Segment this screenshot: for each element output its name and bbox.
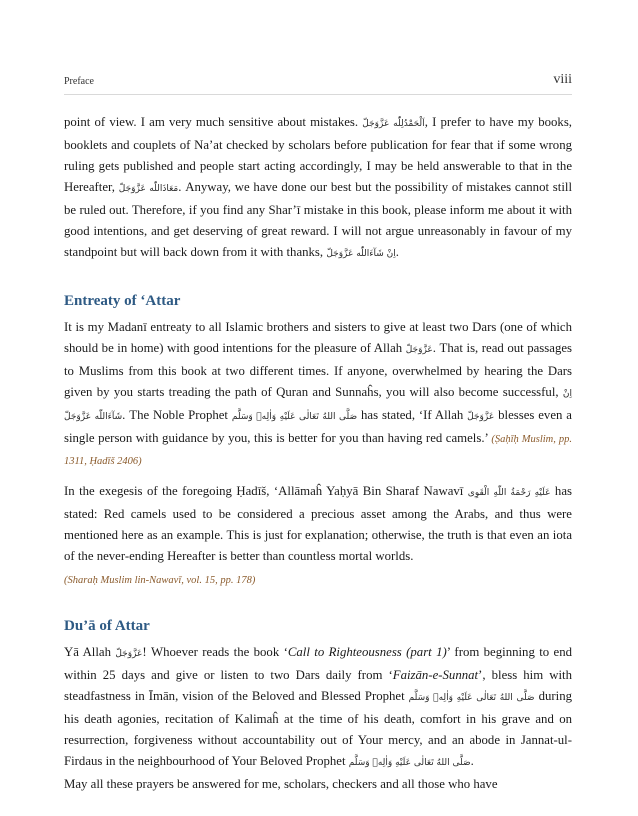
text-run: ! Whoever reads the book ‘ — [142, 645, 288, 659]
arabic-invocation: عَزَّوَجَلّ — [405, 345, 433, 355]
text-run: May all these prayers be answered for me, scholars, checkers and all those who have — [64, 777, 498, 791]
text-run: . That is, read out passages to Muslims from this book at two different times. If anyone, overwhelmed by hearing the Dars given by you starts treading the path of Quran and Sunnaĥs, you will also become successful, — [64, 341, 573, 399]
arabic-invocation: اِنْ شَآءَاللّٰه عَزَّوَجَلّ — [64, 389, 572, 422]
arabic-salawat: صَلَّى اللهُ تَعَالٰی عَلَيْهِ وَاٰلِهٖ وَسَلَّم — [231, 412, 358, 422]
book-title: Call to Righteousness (part 1) — [287, 645, 447, 659]
arabic-invocation: اِنْ شَآءَاللّٰه عَزَّوَجَلّ — [326, 249, 396, 259]
book-title: Faizān-e-Sunnat — [392, 668, 479, 682]
reference-line — [64, 569, 572, 591]
text-run: . The Noble Prophet — [122, 408, 232, 422]
text-run: point of view. I am very much sensitive about mistakes. — [64, 115, 363, 129]
text-run: has stated, ‘If Allah — [357, 408, 468, 422]
text-run: . — [470, 754, 474, 768]
text-run: ’, bless him with steadfastness in Īmān, vision of the Beloved and Blessed Prophet — [64, 668, 573, 703]
paragraph-intro — [64, 112, 572, 265]
arabic-invocation: عَزَّوَجَلّ — [467, 412, 495, 422]
arabic-salawat: صَلَّى اللهُ تَعَالٰی عَلَيْهِ وَاٰلِهٖ وَسَلَّم — [348, 758, 471, 768]
text-run: blesses even a single person with guidance by you, this is better for you than having red camels.’ — [64, 408, 572, 445]
section-heading-dua: Du’ā of Attar — [64, 618, 150, 634]
arabic-invocation: عَزَّوَجَلّ — [115, 649, 143, 659]
reference-citation: (Sharaḥ Muslim lin-Nawavī, vol. 15, pp. 178) — [64, 575, 256, 586]
running-head-section: Preface — [64, 76, 94, 87]
text-run: In the exegesis of the foregoing Ḥadīš, ‘Allāmaĥ Yaḥyā Bin Sharaf Nawavī — [64, 484, 468, 498]
text-run: It is my Madanī entreaty to all Islamic brothers and sisters to give at least two Dars (one of which should be in home) with good intentions for the pleasure of Allah — [64, 320, 572, 355]
text-run: during his death agonies, recitation of Kalimaĥ at the time of his death, comfort in his grave and on resurrection, forgiveness without accountability out of Your mercy, and an abode in Jannat-ul-Firdaus in the neighbourhood of Your Beloved Prophet — [64, 689, 572, 768]
text-run: . Anyway, we have done our best but the possibility of mistakes cannot still be ruled out. Therefore, if you find any Shar’ī mistake in this book, please inform me about it with good intentions, and get deserving of great reward. I will not argue unreasonably in favour of my standpoint but will back down from it with thanks, — [64, 180, 573, 259]
paragraph-exegesis — [64, 481, 572, 567]
paragraph-dua — [64, 642, 572, 795]
arabic-invocation: عَلَيْهِ رَحْمَةُ اللّٰهِ الْقَوِی — [467, 488, 551, 498]
arabic-salawat: صَلَّى اللهُ تَعَالٰی عَلَيْهِ وَاٰلِهٖ وَسَلَّم — [408, 693, 535, 703]
section-heading-entreaty: Entreaty of ‘Attar — [64, 293, 181, 309]
paragraph-entreaty — [64, 317, 572, 472]
text-run: , I prefer to have my books, booklets and couplets of Na’at checked by scholars before publication for fear that if some wrong ruling gets published and people start acting accordingly, I may be held answerable to that in the Hereafter, — [64, 115, 572, 194]
text-run: ’ from beginning to end within 25 days and give or listen to two Dars daily from ‘ — [64, 645, 572, 682]
arabic-invocation: اَلْحَمْدُلِلّٰه عَزَّوَجَلّ — [362, 119, 425, 129]
page-number: viii — [553, 72, 572, 87]
text-run: has stated: Red camels used to be considered a precious asset among the Arabs, and thus were mentioned here as an example. This is just for explanation; otherwise, the truth is that even an iota of the never-ending Hereafter is better than countless mortal worlds. — [64, 484, 572, 563]
text-run: Yā Allah — [64, 645, 116, 659]
page-header — [64, 70, 572, 95]
arabic-invocation: مَعَاذَاللّٰه عَزَّوَجَلّ — [118, 184, 179, 194]
text-run: . — [395, 245, 399, 259]
reference-citation: (Ṣaḥīḥ Muslim, pp. 1311, Ḥadīš 2406) — [64, 434, 572, 467]
page-body — [64, 112, 572, 795]
